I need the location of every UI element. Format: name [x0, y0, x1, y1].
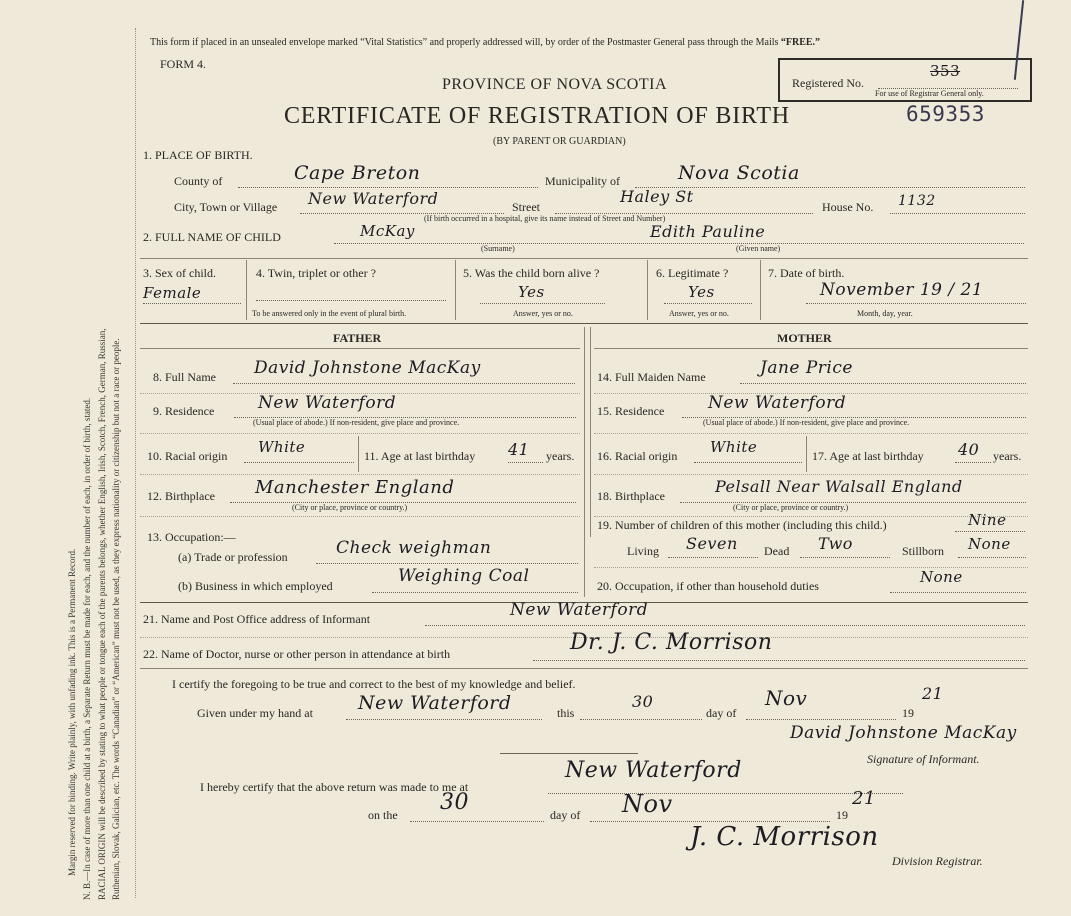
municipality-value: Nova Scotia: [678, 162, 800, 184]
dob-note: Month, day, year.: [857, 309, 913, 318]
given-place: New Waterford: [358, 692, 512, 714]
mother-children: Nine: [968, 511, 1007, 529]
mail-notice: This form if placed in an unsealed envelope marked “Vital Statistics” and properly addressed will, by order of the Postmaster General pass through the Mails “FREE.”: [150, 37, 821, 48]
house-value: 1132: [898, 193, 936, 209]
on-the-label: on the: [368, 808, 398, 822]
stamp-number: 659353: [906, 102, 985, 126]
informant-address: New Waterford: [510, 600, 649, 620]
father-occupation-label: 13. Occupation:—: [147, 530, 236, 544]
informant-signature: David Johnstone MacKay: [790, 723, 1017, 743]
mother-occupation-label: 20. Occupation, if other than household duties: [597, 579, 819, 593]
father-name: David Johnstone MacKay: [254, 358, 481, 378]
given-name-note: (Given name): [736, 244, 781, 253]
this-label: this: [557, 706, 575, 720]
informant-address-label: 21. Name and Post Office address of Informant: [143, 612, 371, 626]
mother-stillborn-label: Stillborn: [902, 544, 945, 558]
informant-certify-text: I certify the foregoing to be true and correct to the best of my knowledge and belief.: [172, 677, 576, 691]
county-label: County of: [174, 174, 223, 188]
mother-occupation: None: [920, 568, 963, 586]
given-day: 30: [632, 692, 654, 711]
municipality-label: Municipality of: [545, 174, 620, 188]
given-under-label: Given under my hand at: [197, 706, 313, 720]
father-years: years.: [546, 449, 575, 463]
mother-residence: New Waterford: [708, 393, 847, 413]
father-business-label: (b) Business in which employed: [178, 579, 333, 593]
father-birthplace: Manchester England: [255, 477, 455, 498]
child-name-label: 2. FULL NAME OF CHILD: [143, 230, 281, 244]
father-name-label: 8. Full Name: [153, 370, 216, 384]
father-trade: Check weighman: [336, 538, 492, 558]
mother-birthplace-label: 18. Birthplace: [597, 489, 665, 503]
alive-note: Answer, yes or no.: [513, 309, 573, 318]
mother-age: 40: [958, 440, 980, 459]
legitimate-label: 6. Legitimate ?: [656, 266, 729, 280]
street-value: Haley St: [620, 187, 694, 206]
mother-name: Jane Price: [760, 358, 853, 378]
dob-value: November 19 / 21: [820, 280, 984, 300]
registered-box: [778, 58, 1032, 102]
mother-age-label: 17. Age at last birthday: [812, 449, 924, 463]
mother-racial: White: [710, 438, 758, 456]
father-racial-label: 10. Racial origin: [147, 449, 228, 463]
day-of-label: day of: [706, 706, 737, 720]
mother-residence-label: 15. Residence: [597, 404, 665, 418]
province-heading: PROVINCE OF NOVA SCOTIA: [442, 76, 668, 93]
informant-signature-label: Signature of Informant.: [867, 752, 980, 766]
doctor-name: Dr. J. C. Morrison: [570, 630, 773, 655]
sex-label: 3. Sex of child.: [143, 266, 216, 280]
sex-value: Female: [143, 284, 202, 302]
father-business: Weighing Coal: [398, 566, 530, 586]
mother-years: years.: [993, 449, 1022, 463]
side-note-4: Ruthenian, Slovak, Galician, etc. The words “Canadian” or “American” must not be used, as they express nationality or citizenship but not a race or people.: [111, 338, 121, 900]
child-given-name: Edith Pauline: [650, 222, 766, 241]
street-label: Street: [512, 200, 540, 214]
doctor-label: 22. Name of Doctor, nurse or other person in attendance at birth: [143, 647, 451, 661]
mother-birthplace-note: (City or place, province or country.): [733, 503, 849, 512]
side-note-2: N. B.—In case of more than one child at a birth, a Separate Return must be made for each, and the number of each, in order of birth, stated.: [82, 397, 92, 900]
given-month: Nov: [765, 686, 808, 710]
surname-note: (Surname): [481, 244, 515, 253]
mother-name-label: 14. Full Maiden Name: [597, 370, 706, 384]
alive-label: 5. Was the child born alive ?: [463, 266, 600, 280]
given-year-prefix: 19: [902, 706, 914, 720]
subtitle: (BY PARENT OR GUARDIAN): [493, 136, 626, 147]
mother-heading: MOTHER: [777, 331, 832, 345]
side-note-3: RACIAL ORIGIN will be described by stating to what people or tongue each of the parents belongs, whether English, Irish, Scotch, French, German, Russian,: [97, 328, 107, 900]
mother-living-label: Living: [627, 544, 659, 558]
father-residence: New Waterford: [258, 393, 397, 413]
registrar-year: 21: [852, 788, 876, 809]
father-heading: FATHER: [333, 331, 382, 345]
mother-residence-note: (Usual place of abode.) If non-resident, give place and province.: [703, 418, 910, 427]
mother-children-label: 19. Number of children of this mother (including this child.): [597, 518, 887, 532]
father-birthplace-note: (City or place, province or country.): [292, 503, 408, 512]
twin-note: To be answered only in the event of plural birth.: [252, 309, 407, 318]
twin-label: 4. Twin, triplet or other ?: [256, 266, 376, 280]
county-value: Cape Breton: [294, 162, 421, 184]
father-age: 41: [508, 440, 530, 459]
mother-birthplace: Pelsall Near Walsall England: [715, 477, 963, 496]
given-year: 21: [922, 684, 944, 703]
legitimate-note: Answer, yes or no.: [669, 309, 729, 318]
registrar-day: 30: [440, 790, 469, 815]
father-trade-label: (a) Trade or profession: [178, 550, 288, 564]
father-residence-note: (Usual place of abode.) If non-resident, give place and province.: [253, 418, 460, 427]
mother-living: Seven: [686, 534, 738, 553]
mother-racial-label: 16. Racial origin: [597, 449, 678, 463]
dob-label: 7. Date of birth.: [768, 266, 845, 280]
binding-margin-line: [135, 28, 136, 898]
registrar-note: For use of Registrar General only.: [875, 89, 984, 98]
city-label: City, Town or Village: [174, 200, 278, 214]
mother-stillborn: None: [968, 535, 1011, 553]
registrar-signature-label: Division Registrar.: [892, 854, 983, 868]
place-heading: 1. PLACE OF BIRTH.: [143, 148, 253, 162]
legitimate-value: Yes: [688, 283, 715, 301]
father-age-label: 11. Age at last birthday: [364, 449, 476, 463]
father-racial: White: [258, 438, 306, 456]
house-label: House No.: [822, 200, 874, 214]
father-residence-label: 9. Residence: [153, 404, 215, 418]
side-note-1: Margin reserved for binding. Write plainly, with unfading ink. This is a Permanent Record.: [67, 548, 77, 876]
registrar-place: New Waterford: [565, 758, 742, 783]
registered-number: 353: [930, 62, 961, 80]
registrar-certify-text: I hereby certify that the above return was made to me at: [200, 780, 469, 794]
father-birthplace-label: 12. Birthplace: [147, 489, 215, 503]
hospital-note: (If birth occurred in a hospital, give its name instead of Street and Number): [424, 214, 666, 223]
form-number: FORM 4.: [160, 57, 207, 71]
alive-value: Yes: [518, 283, 545, 301]
registrar-month: Nov: [622, 790, 673, 818]
registrar-year-prefix: 19: [836, 808, 848, 822]
child-surname: McKay: [360, 222, 415, 240]
registered-label: Registered No.: [792, 76, 864, 90]
mother-dead-label: Dead: [764, 544, 790, 558]
registrar-signature: J. C. Morrison: [690, 822, 879, 852]
page-title: CERTIFICATE OF REGISTRATION OF BIRTH: [284, 103, 790, 129]
mother-dead: Two: [818, 534, 853, 553]
registrar-day-of-label: day of: [550, 808, 581, 822]
city-value: New Waterford: [308, 189, 439, 208]
